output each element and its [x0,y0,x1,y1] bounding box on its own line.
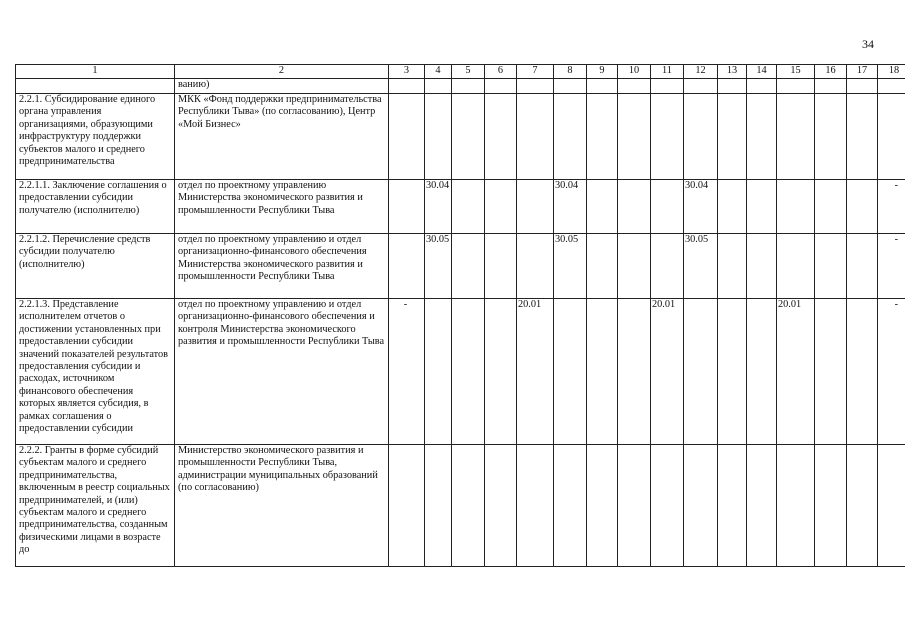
schedule-table [15,64,905,567]
schedule-cell: 30.05 [554,234,587,299]
schedule-cell [452,234,485,299]
schedule-cell [777,234,815,299]
schedule-cell [718,299,747,445]
schedule-cell [718,180,747,234]
schedule-cell [425,94,452,180]
task-cell: 2.2.1.3. Представление исполнителем отчетов о достижении установленных при предоставлении субсидии значений показателей результатов предоставления субсидии и расходах, источником финансового обеспечения которых является субсидия, в рамках соглашения о предоставлении субсидии [16,299,175,445]
task-cell: 2.2.1. Субсидирование единого органа управления организациями, образующими инфраструктуру поддержки субъектов малого и среднего предпринимательства [16,94,175,180]
schedule-cell [452,94,485,180]
schedule-cell [847,234,878,299]
schedule-cell [651,234,684,299]
column-header: 13 [718,65,747,79]
schedule-cell [684,79,718,94]
schedule-cell [618,445,651,567]
schedule-cell [651,79,684,94]
schedule-cell [554,299,587,445]
schedule-cell [587,180,618,234]
executor-cell: Министерство экономического развития и промышленности Республики Тыва, администрации муниципальных образований (по согласованию) [175,445,389,567]
schedule-cell [389,445,425,567]
table-row [16,445,905,567]
column-header: 7 [517,65,554,79]
schedule-cell [517,79,554,94]
schedule-cell [747,234,777,299]
schedule-cell [425,299,452,445]
column-header: 4 [425,65,452,79]
schedule-cell [587,445,618,567]
table-row [16,180,905,234]
table-row [16,79,905,94]
schedule-cell [389,234,425,299]
schedule-cell [718,79,747,94]
schedule-cell [389,94,425,180]
schedule-cell [517,94,554,180]
schedule-cell [651,94,684,180]
schedule-cell [747,299,777,445]
schedule-cell [815,94,847,180]
schedule-cell [587,79,618,94]
schedule-cell: 30.05 [684,234,718,299]
schedule-cell [618,94,651,180]
schedule-cell [452,180,485,234]
schedule-cell [389,79,425,94]
executor-cell: отдел по проектному управлению и отдел организационно-финансового обеспечения и контроля Министерства экономического развития и промышленности Республики Тыва [175,299,389,445]
schedule-cell [618,180,651,234]
table-row [16,234,905,299]
schedule-cell [485,234,517,299]
schedule-cell [777,180,815,234]
column-header: 18 [878,65,905,79]
schedule-cell [847,79,878,94]
schedule-cell [587,234,618,299]
column-header: 11 [651,65,684,79]
schedule-cell [554,79,587,94]
schedule-cell [747,445,777,567]
schedule-cell [452,299,485,445]
schedule-cell [554,94,587,180]
schedule-cell [618,234,651,299]
schedule-cell [452,445,485,567]
schedule-cell [517,180,554,234]
schedule-cell [684,299,718,445]
column-header: 12 [684,65,718,79]
schedule-cell [777,79,815,94]
schedule-cell [517,234,554,299]
schedule-cell [847,180,878,234]
schedule-cell [618,299,651,445]
schedule-cell: 20.01 [777,299,815,445]
task-cell: 2.2.2. Гранты в форме субсидий субъектам малого и среднего предпринимательства, включенным в реестр социальных предпринимателей, и (или) субъектам малого и среднего предпринимательства, созданным физическими лицами в возрасте до [16,445,175,567]
schedule-cell [777,445,815,567]
executor-cell: МКК «Фонд поддержки предпринимательства Республики Тыва» (по согласованию), Центр «Мой Бизнес» [175,94,389,180]
schedule-cell [452,79,485,94]
schedule-cell [684,445,718,567]
column-header: 14 [747,65,777,79]
executor-cell: отдел по проектному управлению Министерства экономического развития и промышленности Республики Тыва [175,180,389,234]
schedule-cell [651,180,684,234]
schedule-cell [718,234,747,299]
schedule-cell [847,445,878,567]
schedule-cell [651,445,684,567]
schedule-cell [389,180,425,234]
task-cell: 2.2.1.2. Перечисление средств субсидии получателю (исполнителю) [16,234,175,299]
column-header: 5 [452,65,485,79]
schedule-cell: - [878,180,905,234]
schedule-cell [517,445,554,567]
task-cell: 2.2.1.1. Заключение соглашения о предоставлении субсидии получателю (исполнителю) [16,180,175,234]
schedule-cell: - [878,299,905,445]
column-header: 2 [175,65,389,79]
schedule-cell [815,180,847,234]
schedule-cell: 30.04 [425,180,452,234]
schedule-cell: 20.01 [651,299,684,445]
schedule-cell [485,94,517,180]
executor-cell: отдел по проектному управлению и отдел организационно-финансового обеспечения Министерства экономического развития и промышленности Республики Тыва [175,234,389,299]
column-header: 1 [16,65,175,79]
schedule-cell [718,94,747,180]
column-header: 10 [618,65,651,79]
schedule-cell: - [389,299,425,445]
schedule-cell [425,79,452,94]
column-header: 17 [847,65,878,79]
schedule-cell [878,94,905,180]
schedule-cell: 30.05 [425,234,452,299]
column-header: 3 [389,65,425,79]
schedule-cell: 20.01 [517,299,554,445]
schedule-cell [485,180,517,234]
table-row [16,94,905,180]
column-header: 9 [587,65,618,79]
schedule-cell [747,180,777,234]
table-row [16,299,905,445]
schedule-cell [485,299,517,445]
schedule-cell [747,79,777,94]
page-number: 34 [862,37,874,51]
schedule-cell: - [878,234,905,299]
schedule-cell [587,299,618,445]
schedule-cell [815,445,847,567]
schedule-cell: 30.04 [554,180,587,234]
schedule-cell [878,445,905,567]
schedule-cell [847,299,878,445]
schedule-cell [847,94,878,180]
schedule-cell [815,79,847,94]
schedule-cell [587,94,618,180]
schedule-cell [618,79,651,94]
schedule-cell [777,94,815,180]
schedule-cell [718,445,747,567]
schedule-cell [485,79,517,94]
column-header: 6 [485,65,517,79]
schedule-cell [815,299,847,445]
schedule-cell [684,94,718,180]
task-cell [16,79,175,94]
header-row [16,65,905,79]
column-header: 15 [777,65,815,79]
column-header: 8 [554,65,587,79]
schedule-cell [485,445,517,567]
schedule-cell [878,79,905,94]
schedule-cell [425,445,452,567]
schedule-cell: 30.04 [684,180,718,234]
schedule-cell [747,94,777,180]
column-header: 16 [815,65,847,79]
executor-cell: ванию) [175,79,389,94]
schedule-cell [554,445,587,567]
schedule-cell [815,234,847,299]
